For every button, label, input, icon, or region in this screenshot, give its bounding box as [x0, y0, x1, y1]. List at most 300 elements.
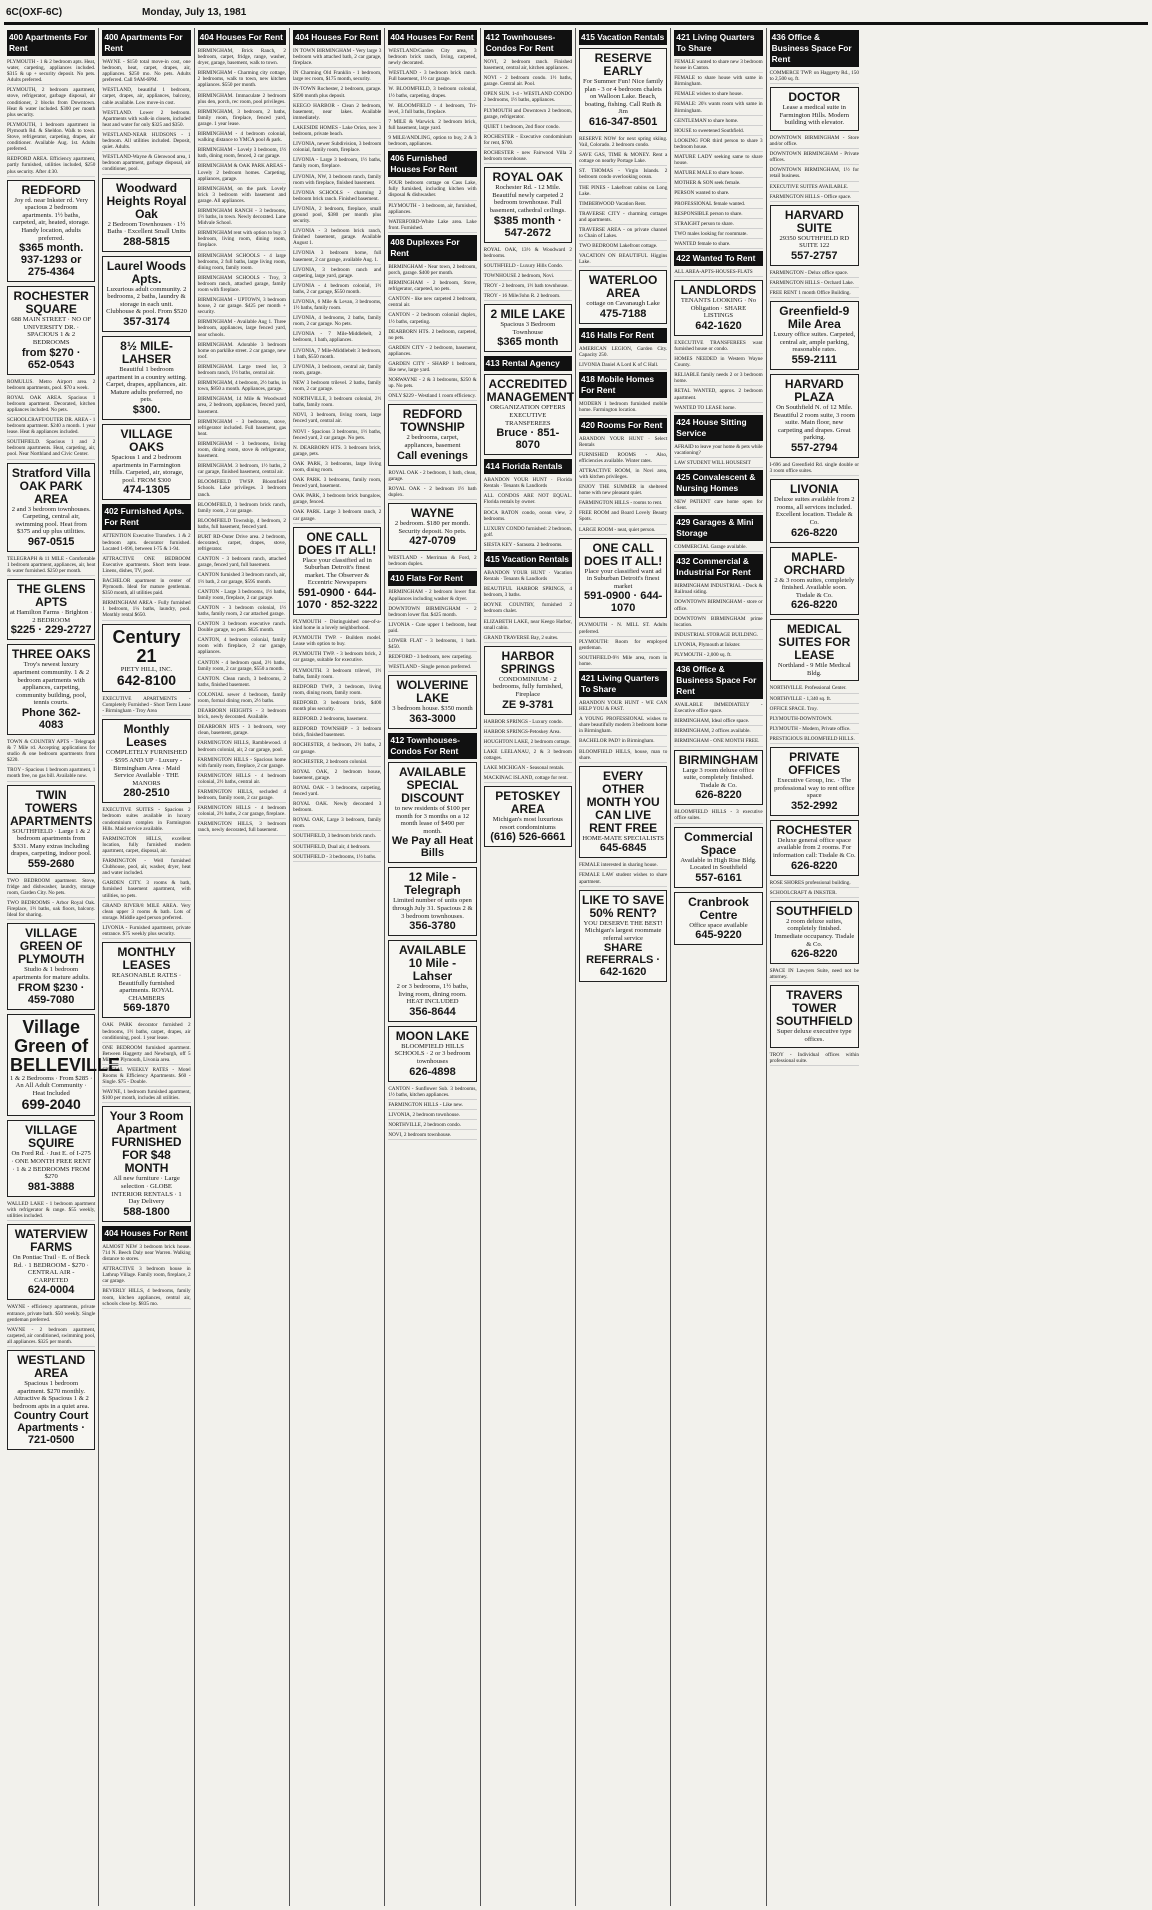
section-header: 404 Houses For Rent [388, 30, 476, 45]
display-ad-phone: $365 month [497, 336, 559, 349]
display-ad-body: Spacious 3 Bedroom Townhouse [500, 321, 556, 336]
classified-ad: TRAVERSE CITY - charming cottages and apartments. [579, 211, 667, 225]
classified-ad: ROMULUS. Metro Airport area. 2 bedroom apartments, pool. $70 a week. [7, 379, 95, 393]
section-header: 412 Townhouses-Condos For Rent [388, 733, 476, 759]
classified-ad: I-696 and Greenfield Rd. single double or 3 room office suites. [770, 462, 859, 476]
display-ad-body: 29350 SOUTHFIELD RD SUITE 122 [779, 234, 850, 250]
classified-ad: BLOOMFIELD HILLS - 3 executive office suites. [674, 809, 762, 823]
classified-ad: CANTON - 3 bedroom ranch, attached garage, fenced yard, full basement. [198, 556, 286, 570]
classified-ad: MODERN 1 bedroom furnished mobile home. Farmington location. [579, 401, 667, 415]
display-ad-body: Troy's newest luxury apartment community. 1 & 2 bedroom apartments with appliances, carpeting, community building, pool, tennis courts. [13, 661, 90, 707]
display-ad-title: WATERLOO AREA [588, 273, 658, 301]
classified-ad: TROY - Spacious 1 bedroom apartment, 1 month free, no gas bill. Available now. [7, 767, 95, 781]
display-ad-body: BLOOMFIELD HILLS SCHOOLS · 2 or 3 bedroom townhouses [394, 1042, 471, 1066]
classified-ad: OAK PARK decorator furnished 2 bedrooms, 1½ baths, carpet, drapes, air conditioning, pool. 1 year lease. [102, 1022, 190, 1042]
classified-ad: SCHOOLCRAFT/OUTER DR. AREA - 1 bedroom apartment. $240 a month. 1 year lease. Heat & appliances included. [7, 417, 95, 437]
display-ad-title: HARVARD PLAZA [784, 376, 844, 404]
classified-ad: BIRMINGHAM. 3 bedroom, 1½ baths, 2 car garage, finished basement, central air. [198, 463, 286, 477]
display-ad-body: to new residents of $100 per month for 3 months on a 12 month lease of $490 per month. [395, 804, 470, 835]
classified-ad: RESERVE NOW for next spring skiing. Vail, Colorado. 2 bedroom condo. [579, 136, 667, 150]
classified-ad: LIVONIA, newer Subdivision, 3 bedroom colonial, family room, fireplace. [293, 141, 381, 155]
classified-ad: LAKESIDE HOMES - Lake Orion, new 3 bedroom, private beach. [293, 125, 381, 139]
classified-ad: FEMALE to share house with same in Birmingham. [674, 75, 762, 89]
classified-ad: GARDEN CITY - 2 bedroom, basement, appliances. [388, 345, 476, 359]
section-header: 432 Commercial & Industrial For Rent [674, 554, 762, 580]
display-ad-body: 2 or 3 bedrooms, 1½ baths, living room, dining room. HEAT INCLUDED [396, 983, 469, 1006]
display-ad-title: 12 Mile - Telegraph [404, 870, 461, 898]
section-header: 418 Mobile Homes For Rent [579, 372, 667, 398]
classified-ad: SOUTHFIELD-9½ Mile area, room in home. [579, 655, 667, 669]
classified-ad: FARMINGTON HILLS, 3 bedroom ranch, newly decorated, full basement. [198, 821, 286, 835]
classified-ad: DOWNTOWN BIRMINGHAM - Private offices. [770, 151, 859, 165]
display-ad-phone: 616-347-8501 [588, 115, 658, 128]
classified-ad: MATURE MALE to share house. [674, 170, 762, 178]
classified-ad: EXECUTIVE SUITES - Spacious 2 bedroom suites available in luxury condominium complex in Farmington Hills. Maid service available. [102, 807, 190, 833]
classified-ad: REDFORD AREA. Efficiency apartment, partly furnished, utilities included, $250 plus security. After 4:30. [7, 156, 95, 176]
classified-ad: NOVI - 2 bedroom condo. 1½ baths, garage. Central air. Pool. [484, 75, 572, 89]
classified-ad: ROYAL OAK, Large 3 bedroom, family room. [293, 817, 381, 831]
display-ad-phone: 569-1870 [123, 1002, 170, 1015]
classified-ad: PLYMOUTH - 1 & 2 bedroom apts. Heat, water, carpeting, appliances included. $315 & up + security deposit. No pets. Adults preferred. [7, 59, 95, 85]
section-header: 421 Living Quarters To Share [674, 30, 762, 56]
display-ad [388, 675, 476, 729]
section-header: 436 Office & Business Space For Rent [770, 30, 859, 67]
display-ad [579, 270, 667, 324]
column-8 [671, 28, 766, 1906]
classified-ad: BLOOMFIELD, 3 bedroom brick ranch, family room, 2 car garage. [198, 502, 286, 516]
classified-ad: PLYMOUTH - N. MILL ST. Adults preferred. [579, 622, 667, 636]
classified-ad: WATERFORD-White Lake area. Lake front. Furnished. [388, 219, 476, 233]
classified-ad: ABANDON YOUR HUNT - WE CAN HELP YOU & FAST. [579, 700, 667, 714]
classified-ad: TRAVERSE AREA - on private channel to Chain of Lakes. [579, 227, 667, 241]
classified-ad: FARMINGTON HILLS - 4 bedroom colonial, 2½ baths, 2 car garage, fireplace. [198, 805, 286, 819]
classified-ad: LAW STUDENT WILL HOUSESIT [674, 460, 762, 468]
display-ad [102, 719, 190, 803]
display-ad [388, 503, 476, 551]
display-ad-body: Office space available [689, 921, 748, 929]
display-ad-phone: 559-2680 [27, 857, 75, 870]
classified-ad: ROYAL OAK - 3 bedrooms, carpeting, fenced yard. [293, 785, 381, 799]
classified-ad: CANTON, 4 bedroom colonial, family room with fireplace, 2 car garage, appliances. [198, 637, 286, 657]
classified-ad: WESTLAND, beautiful 1 bedroom, carpet, drapes, air, appliances, balcony, cable available. Low move-in cost. [102, 87, 190, 107]
display-ad-phone: We Pay all Heat Bills [391, 835, 474, 860]
display-ad-title: THE GLENS APTS [16, 582, 86, 610]
section-header: 436 Office & Business Space For Rent [674, 662, 762, 699]
display-ad [674, 750, 762, 806]
display-ad-title: DOCTOR [788, 90, 841, 105]
column-5 [385, 28, 480, 1906]
display-ad-title: MEDICAL SUITES FOR LEASE [778, 622, 851, 663]
classified-ad: CANTON - 4 bedroom quad, 2½ baths, family room, 2 car garage, $550 a month. [198, 660, 286, 674]
classified-ad: ATTRACTIVE 3 bedroom house in Lathrup Village. Family room, fireplace, 2 car garage. [102, 1266, 190, 1286]
classified-ad: ROYAL OAK - 2 bedroom 1½ bath duplex. [388, 486, 476, 500]
classified-ad: OFFICE SPACE. Troy. [770, 706, 859, 714]
classified-ad: ROCHESTER - Executive condominium for rent, $700. [484, 134, 572, 148]
display-ad-body: PIETY HILL, INC. [120, 665, 173, 673]
page-folio: 6C(OXF-6C) [6, 7, 63, 18]
display-ad [7, 463, 95, 552]
classified-ad: AFRAID to leave your home & pets while vacationing? [674, 444, 762, 458]
display-ad-phone: 591-0900 · 644-1070 · 852-3222 [296, 587, 378, 611]
classified-ad: TROY - 16 Mile/John R. 2 bedroom. [484, 293, 572, 301]
display-ad-title: REDFORD TOWNSHIP [400, 407, 465, 435]
display-ad-phone: 642-8100 [116, 672, 177, 689]
classified-ad: LIVONIA, 2 bedroom, fireplace, small ground pool, $380 per month plus security. [293, 206, 381, 226]
column-9 [767, 28, 862, 1906]
classified-ad: TWO males looking for roommate. [674, 231, 762, 239]
classified-ad: SOUTHFIELD, Dual air, 4 bedroom. [293, 844, 381, 852]
section-header: 402 Furnished Apts. For Rent [102, 504, 190, 530]
classified-ad: FREE RENT 1 month Office Building. [770, 290, 859, 298]
display-ad-body: SOUTHFIELD · Large 1 & 2 bedroom apartments from $331. Many extras including drapes, carpeting, indoor pool. [10, 827, 92, 858]
classified-ad: SPACE IN Lawyers Suite, need not be attorney. [770, 968, 859, 982]
classified-ad: FEMALE LAW student wishes to share apartment. [579, 872, 667, 886]
classified-ad: BIRMINGHAM - Available Aug 1. Three bedroom, appliances, large fenced yard, near schools. [198, 319, 286, 339]
classified-ad: ENJOY THE SUMMER in sheltered home with new pleasant quiet. [579, 484, 667, 498]
classified-ad: ST. THOMAS - Virgin Islands. 2 bedroom condo overlooking ocean. [579, 168, 667, 182]
classified-ad: FARMINGTON HILLS - 4 bedroom colonial, 2½ baths, central air. [198, 773, 286, 787]
classified-ad: BIRMINGHAM, 14 Mile & Woodward area, 2 bedroom, appliances, fenced yard, basement. [198, 396, 286, 416]
classified-ad: TOWNHOUSE 2 bedroom, Novi. [484, 273, 572, 281]
classified-ad: BIRMINGHAM - Lovely 3 bedroom, 1½ bath, dining room, fenced, 2 car garage. [198, 147, 286, 161]
classified-ad: REDFORD TWP., 3 bedroom, living room, dining room, family room. [293, 684, 381, 698]
classified-ad: HARBOR SPRINGS - Luxury condo. [484, 719, 572, 727]
classified-ad: LIVONIA - 7 Mile-Middlebelt, 2 bedroom, 1 bath, appliances. [293, 331, 381, 345]
classified-ad: WANTED female to share. [674, 241, 762, 249]
classified-ad: WAYNE - efficiency apartments, private entrance, private bath. $50 weekly. Single gentleman preferred. [7, 1304, 95, 1324]
page-date: Monday, July 13, 1981 [142, 7, 247, 18]
display-ad-phone: 624-0004 [27, 1284, 75, 1297]
display-ad-body: 2 room deluxe suites, completely finished. Immediate occupancy. Tisdale & Co. [774, 917, 855, 948]
display-ad [102, 1106, 190, 1221]
display-ad-phone: 474-1305 [123, 484, 170, 497]
classified-ad: WESTLAND - 3 bedroom brick ranch. Full basement, 1½ car garage. [388, 70, 476, 84]
classified-ad: FEMALE: 20's wants room with same in Birmingham. [674, 101, 762, 115]
classified-ad: VACATION ON BEAUTIFUL Higgins Lake. [579, 253, 667, 267]
classified-ad: TROY - Individual offices within professional suite. [770, 1052, 859, 1066]
display-ad-phone: $385 month · 547-2672 [493, 214, 562, 239]
display-ad-phone: from $270 · 652-0543 [21, 346, 81, 371]
section-header: 415 Vacation Rentals [579, 30, 667, 45]
classified-ad: ROYAL OAK, 2 bedroom house, basement, garage. [293, 769, 381, 783]
section-header: 422 Wanted To Rent [674, 251, 762, 266]
classified-ad: DOWNTOWN BIRMINGHAM, 1½ for retail business. [770, 167, 859, 181]
display-ad-phone: 626-8220 [791, 599, 838, 612]
classified-ad: BIRMINGHAM - UPTOWN, 3 bedroom house, 2 car garage. $425 per month + security. [198, 297, 286, 317]
classified-ad: NOVI - Spacious 3 bedrooms, 1½ baths, fenced yard, 2 car garage. No pets. [293, 429, 381, 443]
classified-ad: NOVI, 2 bedroom ranch. Finished basement, central air, kitchen appliances. [484, 59, 572, 73]
classified-ad: PROFESSIONAL female wanted. [674, 201, 762, 209]
classified-ad: LIVONIA, 2 bedroom townhouse. [388, 1112, 476, 1120]
classified-ad: ABANDON YOUR HUNT · Florida Rentals · Tenants & Landlords [484, 477, 572, 491]
section-header: 414 Florida Rentals [484, 459, 572, 474]
display-ad-title: TWIN TOWERS APARTMENTS [10, 787, 93, 828]
display-ad-body: 2 bedrooms, carpet, appliances, basement [404, 434, 461, 450]
classified-ad: NEW PATIENT care home open for client. [674, 499, 762, 513]
display-ad-title: ONE CALL DOES IT ALL! [298, 529, 377, 557]
display-ad-title: VILLAGE GREEN OF PLYMOUTH [18, 926, 85, 967]
classified-ad: FURNISHED ROOMS - Also, efficiencies available. Winter rates. [579, 452, 667, 466]
classified-ad: NORTHVILLE - 1,340 sq. ft. [770, 696, 859, 704]
classified-ad: CANTON. Clean ranch, 3 bedrooms, 2 baths, finished basement. [198, 676, 286, 690]
classified-ad: OAK PARK, 3 bedroom brick bungalow, garage, fenced. [293, 493, 381, 507]
classified-ad: TWO BEDROOM Lakefront cottage. [579, 243, 667, 251]
display-ad-phone: Bruce · 851-8070 [496, 427, 560, 452]
display-ad [7, 1120, 95, 1196]
classified-ad: FARMINGTON HILLS - Spacious home with family room, fireplace, 2 car garage. [198, 757, 286, 771]
classified-ad: REDFORD. 2 bedrooms, basement. [293, 716, 381, 724]
classified-ad: BIRMINGHAM. Large treed lot, 3 bedroom ranch, 1½ baths, central air. [198, 364, 286, 378]
classified-ad: LIVONIA - Large 3 bedroom, 1½ baths, family room, fireplace. [293, 157, 381, 171]
display-ad-title: LIVONIA [789, 482, 839, 497]
classified-ad: FARMINGTON HILLS - Office space. [770, 194, 859, 202]
display-ad-body: Place your classified ad in Suburban Detroit's finest market. The Observer & Eccentric Newspapers [302, 556, 372, 587]
classified-ad: FEMALE interested in sharing house. [579, 862, 667, 870]
classified-ad: HARBOR SPRINGS-Petoskey Area. [484, 729, 572, 737]
classified-ad: QUIET 1 bedroom, 2nd floor condo. [484, 124, 572, 132]
classified-columns [4, 28, 1148, 1906]
display-ad-title: WOLVERINE LAKE [396, 678, 469, 706]
classified-ad: LIVONIA Daniel A Lord K of C Hall. [579, 362, 667, 370]
display-ad-phone: 475-7188 [599, 308, 647, 321]
display-ad-title: MOON LAKE [395, 1028, 470, 1043]
classified-ad: LAKE MICHIGAN - Seasonal rentals. [484, 765, 572, 773]
display-ad-phone: ZE 9-3781 [502, 698, 554, 711]
classified-ad: OAK PARK. Large 3 bedroom ranch, 2 car garage. [293, 509, 381, 523]
classified-ad: STRAIGHT person to share. [674, 221, 762, 229]
classified-ad: BIRMINGHAM AREA - Fully furnished 1 bedroom, 1¼ baths, laundry, pool. Monthly rental $650. [102, 600, 190, 620]
display-ad-body: 2 Bedroom Townhouses · 1½ Baths · Excellent Small Units [107, 220, 186, 236]
display-ad-phone: 645-9220 [695, 929, 742, 942]
classified-ad: LIVONIA, Plymouth at Inkster. [674, 642, 762, 650]
display-ad-title: WATERVIEW FARMS [14, 1227, 88, 1255]
display-ad [7, 1350, 95, 1450]
classified-ad: AMERICAN LEGION, Garden City. Capacity 250. [579, 346, 667, 360]
display-ad-title: 8½ MILE-LAHSER [120, 339, 173, 367]
section-header: 415 Vacation Rentals [484, 552, 572, 567]
classified-ad: REDFORD. 3 bedroom brick, $400 month plus security. [293, 700, 381, 714]
classified-ad: DOWNTOWN BIRMINGHAM - Store and/or office. [770, 135, 859, 149]
display-ad [770, 985, 859, 1047]
display-ad [7, 286, 95, 374]
display-ad-title: VILLAGE OAKS [120, 427, 173, 455]
display-ad-phone: Call evenings [397, 449, 468, 462]
display-ad [102, 256, 190, 332]
section-header: 425 Convalescent & Nursing Homes [674, 470, 762, 496]
classified-ad: PLYMOUTH TWP. - Builders model. Lease with option to buy. [293, 635, 381, 649]
display-ad-body: On Pontiac Trail · E. of Beck Rd. · 1 BEDROOM - $270 · CENTRAL AIR - CARPETED [12, 1254, 90, 1284]
display-ad [7, 923, 95, 1009]
classified-ad: GARDEN CITY - SHARP 1 bedroom, like new, large yard. [388, 361, 476, 375]
classified-ad: BIRMINGHAM, Brick Ranch, 2 bedroom, carpet, fridge, range, washer, dryer, garage, basement, walk to town. [198, 48, 286, 68]
display-ad-title: PETOSKEY AREA [495, 789, 561, 817]
display-ad-body: Deluxe suites available from 2 rooms, all services included. Excellent location. Tisdale & Co. [774, 496, 855, 526]
classified-ad: KEEGO HARBOR - Clean 2 bedroom, basement, near lakes. Available immediately. [293, 103, 381, 123]
classified-ad: RESPONSIBLE person to share. [674, 211, 762, 219]
classified-ad: GRAND TRAVERSE Bay, 2 suites. [484, 635, 572, 643]
display-ad-phone: 981-3888 [27, 1180, 75, 1193]
classified-ad: N. DEARBORN HTS. 3 bedroom brick, garage, pets. [293, 445, 381, 459]
display-ad [770, 747, 859, 816]
classified-ad: BIRMINGHAM, Ideal office space. [674, 718, 762, 726]
classified-ad: PERSON wanted to share. [674, 190, 762, 198]
display-ad [674, 827, 762, 888]
section-header: 413 Rental Agency [484, 356, 572, 371]
classified-ad: ROCHESTER, 4 bedroom, 2½ baths, 2 car garage. [293, 742, 381, 756]
display-ad-body: CONDOMINIUM · 2 bedrooms, fully furnished, Fireplace [492, 675, 563, 698]
classified-ad: BIRMINGHAM INDUSTRIAL - Dock & Railroad siding. [674, 583, 762, 597]
classified-ad: IN-TOWN Rochester, 2 bedroom, garage. $390 month plus deposit. [293, 86, 381, 100]
classified-ad: BIRMINGHAM rent with option to buy. 3 bedroom, living room, dining room, fireplace. [198, 230, 286, 250]
classified-ad: DOWNTOWN BIRMINGHAM prime location. [674, 616, 762, 630]
classified-ad: BIRMINGHAM, 3 bedroom, 2 baths, family room, fireplace, fenced yard, garage. 1 year lease. [198, 109, 286, 129]
display-ad [674, 280, 762, 336]
display-ad [293, 527, 381, 615]
classified-ad: DEARBORN HTS. 2 bedroom, carpeted, no pets. [388, 329, 476, 343]
classified-ad: OPEN SUN. 1-4 - WESTLAND CONDO 2 bedrooms, 1½ baths, appliances. [484, 91, 572, 105]
classified-ad: LIVONIA, 6 Mile & Levan, 3 bedrooms, 1½ baths, family room. [293, 299, 381, 313]
classified-ad: EXECUTIVE SUITES AVAILABLE. [770, 184, 859, 192]
display-ad [102, 624, 190, 693]
header-rule [4, 22, 1148, 25]
display-ad-phone: 280-2510 [123, 787, 170, 800]
display-ad-body: HOME-MATE SPECIALISTS [582, 834, 664, 842]
classified-ad: BIRMINGHAM - Near town, 2 bedroom, porch, garage. $400 per month. [388, 264, 476, 278]
classified-ad: NOVI, 2 bedroom townhouse. [388, 1132, 476, 1140]
section-header: 400 Apartments For Rent [7, 30, 95, 56]
display-ad [102, 424, 190, 500]
classified-ad: PLYMOUTH and Downtown 2 bedroom, garage, refrigerator. [484, 108, 572, 122]
display-ad-title: VILLAGE SQUIRE [25, 1123, 78, 1151]
classified-ad: COMMERCE TWP. on Haggerty Rd., 150 to 2,500 sq. ft. [770, 70, 859, 84]
classified-ad: BIRMINGHAM SCHOOLS - 4 large bedrooms, 2 full baths, large living room, dining room, family room. [198, 253, 286, 273]
column-3 [195, 28, 290, 1906]
classified-ad: COLONIAL sewer 4 bedroom, family room, formal dining room, 2½ baths. [198, 692, 286, 706]
classified-ad: FARMINGTON - Well furnished Clubhouse, pool, air, washer, dryer, heat and water included. [102, 858, 190, 878]
display-ad-phone: 626-8220 [791, 859, 838, 872]
display-ad-body: Michigan's most luxurious resort condominiums [492, 816, 563, 831]
classified-ad: BIRMINGHAM. Immaculate 2 bedroom plus den, porch, rec room, pool privileges. [198, 93, 286, 107]
classified-ad: WAYNE - 2 bedroom apartment, carpeted, air conditioned, swimming pool, all appliances. $325 per month. [7, 1327, 95, 1347]
classified-ad: ROCHESTER, 2 bedroom colonial. [293, 759, 381, 767]
display-ad [579, 48, 667, 132]
display-ad-phone: Country Court Apartments · 721-0500 [13, 1410, 89, 1447]
classified-ad: BIRMINGHAM & OAK PARK AREAS - Lovely 2 bedroom homes. Carpeting, appliances, garage. [198, 163, 286, 183]
classified-ad: AVAILABLE IMMEDIATELY - Executive office space. [674, 702, 762, 716]
classified-ad: IN TOWN BIRMINGHAM - Very large 3 bedroom with attached bath, 2 car garage, fireplace. [293, 48, 381, 68]
classified-ad: CANTON furnished 3 bedroom ranch, air, 1½ bath, 2 car garage, $595 month. [198, 572, 286, 586]
classified-ad: TWO BEDROOMS - Arbor Royal Oak. Fireplace, 1½ baths, oak floors, balcony. Ideal for sharing. [7, 900, 95, 920]
display-ad-body: REASONABLE RATES · Beautifully furnished apartments. ROYAL CHAMBERS [111, 972, 182, 1002]
classified-ad: SOUTHFIELD - Luxury Hills Condo. [484, 263, 572, 271]
display-ad-body: Lease a medical suite in Farmington Hills. Modern building with elevator. [779, 104, 849, 127]
classified-ad: BIRMINGHAM - ONE MONTH FREE. [674, 738, 762, 746]
classified-ad: NORTHVILLE. Professional Center. [770, 685, 859, 693]
classified-ad: BOYNE COUNTRY, furnished 2 bedroom chalet. [484, 602, 572, 616]
classified-ad: PLYMOUTH, 1 bedroom apartment in Plymouth Rd. & Sheldon. Walk to town. Stove, refrigerator, carpeting, drapes, air conditioner. Available Aug. 1st. Adults preferred. [7, 122, 95, 154]
display-ad-body: Place your classified want ad in Suburban Detroit's finest market [584, 567, 662, 590]
display-ad-body: Luxurious adult community. 2 bedrooms, 2 baths, laundry & storage in each unit. Clubhouse & pool. From $520 [106, 285, 187, 316]
display-ad-phone: 588-1800 [123, 1205, 170, 1218]
display-ad-phone: (616) 526-6661 [490, 831, 566, 844]
display-ad-title: 2 MILE LAKE [490, 307, 566, 322]
display-ad-phone: SHARE REFERRALS · 642-1620 [586, 942, 661, 979]
display-ad-title: Greenfield-9 Mile Area [779, 304, 850, 332]
classified-ad: DOWNTOWN BIRMINGHAM - 2 bedroom lower flat. $425 month. [388, 606, 476, 620]
display-ad-body: On Ford Rd. · Just E. of I-275 · ONE MONTH FREE RENT · 1 & 2 BEDROOMS FROM $270 [11, 1150, 92, 1181]
display-ad-phone: 626-4898 [409, 1065, 456, 1078]
classified-ad: FARMINGTON HILLS, secluded 4 bedroom, family room, 2 car garage. [198, 789, 286, 803]
display-ad [770, 374, 859, 458]
classified-ad: SOUTHFIELD. Spacious 1 and 2 bedroom apartments. Heat, carpeting, air, pool. Near Northland and Civic Center. [7, 439, 95, 459]
classified-ad: TROY - 2 bedroom, 1½ bath townhouse. [484, 283, 572, 291]
classified-ad: LIVONIA 3 bedroom home, full basement, 2 car garage, available Aug. 1. [293, 250, 381, 264]
classified-ad: LIVONIA - Furnished apartment, private entrance. $75 weekly plus security. [102, 925, 190, 939]
classified-ad: TIMBERWOOD Vacation Rent. [579, 201, 667, 209]
classified-ad: TWO BEDROOM apartment. Stove, fridge and dishwasher, laundry, storage room, Garden City. No pets. [7, 878, 95, 898]
display-ad-body: 2 bedroom. $180 per month. Security deposit. No pets. [394, 520, 471, 535]
display-ad-body: TENANTS LOOKING · No Obligation · SHARE LISTINGS [680, 297, 757, 320]
section-header: 416 Halls For Rent [579, 328, 667, 343]
display-ad-phone: 967-0515 [27, 535, 75, 548]
classified-ad: 9 MILE/ANDLING, option to buy, 2 & 3 bedroom, appliances. [388, 135, 476, 149]
display-ad-body: Executive Group, Inc. · The professional way to rent office space [774, 777, 855, 800]
display-ad-title: WESTLAND AREA [17, 1353, 86, 1381]
classified-ad: LIVONIA - Cute upper 1 bedroom, heat paid. [388, 622, 476, 636]
display-ad-body: Rochester Rd. - 12 Mile. Beautiful newly carpeted 2 bedroom townhouse. Full basement, cathedral ceilings. [489, 184, 566, 214]
section-header: 408 Duplexes For Rent [388, 235, 476, 261]
classified-ad: SCHOOLCRAFT & INKSTER. [770, 890, 859, 898]
section-header: 406 Furnished Houses For Rent [388, 151, 476, 177]
classified-ad: FARMINGTON HILLS, Ramblewood. 4 bedroom colonial, air, 2 car garage, pool. [198, 740, 286, 754]
classified-ad: ROCHESTER - new Fairwood Villa 2 bedroom townhouse. [484, 150, 572, 164]
display-ad-phone: 356-8644 [409, 1005, 456, 1018]
section-header: 410 Flats For Rent [388, 571, 476, 586]
section-header: 404 Houses For Rent [198, 30, 286, 45]
classified-ad: ABANDON YOUR HUNT · Select Rentals [579, 436, 667, 450]
classified-ad: FEMALE wishes to share house. [674, 91, 762, 99]
display-ad-title: ACCREDITED MANAGEMENT [486, 377, 574, 405]
classified-ad: INDUSTRIAL STORAGE BUILDING. [674, 632, 762, 640]
classified-ad: MACKINAC ISLAND, cottage for rent. [484, 775, 572, 783]
display-ad [770, 205, 859, 266]
display-ad-phone: 645-6845 [599, 842, 647, 855]
display-ad [770, 619, 859, 681]
display-ad [770, 901, 859, 964]
display-ad-body: Luxury office suites. Carpeted, central air, ample parking, reasonable rates. [773, 331, 856, 354]
classified-ad: PLYMOUTH - Modern, Private office. [770, 726, 859, 734]
display-ad-phone: 626-8220 [791, 526, 838, 539]
display-ad-phone: 642-1620 [695, 319, 742, 332]
classified-ad: WALLED LAKE - 1 bedroom apartment with refrigerator & range. $55 weekly, utilities included. [7, 1201, 95, 1221]
classified-ad: FARMINGTON HILLS - rooms to rent. [579, 500, 667, 508]
display-ad-title: SOUTHFIELD [775, 903, 853, 918]
classified-ad: GENTLEMAN to share home. [674, 118, 762, 126]
classified-ad: CANTON - 3 bedroom colonial, 1½ baths, family room, 2 car attached garage. [198, 605, 286, 619]
classified-ad: FEMALE wanted to share new 3 bedroom house in Canton. [674, 59, 762, 73]
classified-ad: WESTLAND - Single person preferred. [388, 664, 476, 672]
section-header: 421 Living Quarters To Share [579, 671, 667, 697]
classified-ad: BIRMINGHAM - 2 bedroom, Stove, refrigerator, carpeted, no pets. [388, 280, 476, 294]
display-ad [388, 404, 476, 465]
display-ad-title: Cranbrook Centre [688, 894, 749, 922]
display-ad [388, 940, 476, 1022]
classified-ad: DOWNTOWN BIRMINGHAM - store or office. [674, 599, 762, 613]
classified-ad: ROSE SHORES professional building. [770, 880, 859, 888]
classified-ad: ALL CONDOS ARE NOT EQUAL. Florida rentals by owner. [484, 493, 572, 507]
display-ad-phone: $365 month. 937-1293 or 275-4364 [19, 242, 84, 279]
display-ad-title: BIRMINGHAM [678, 752, 759, 767]
